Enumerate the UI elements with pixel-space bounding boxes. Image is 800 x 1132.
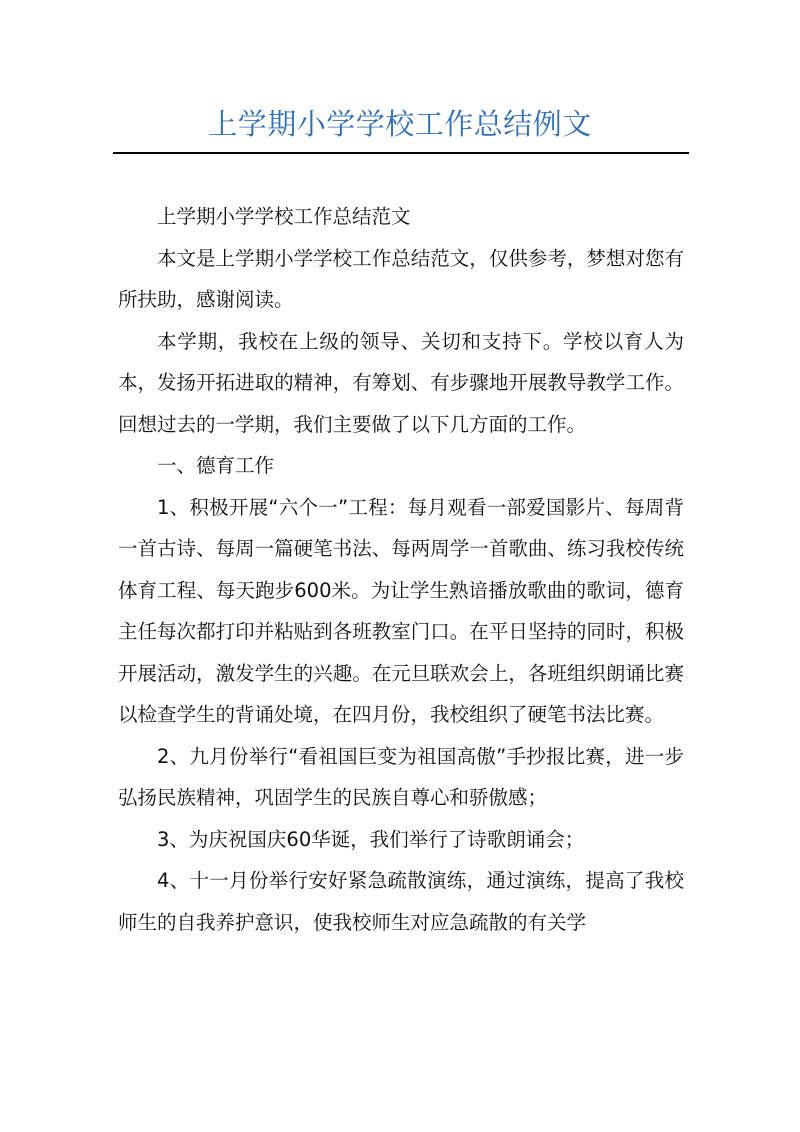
paragraph-item-4: 4、十一月份举行安好紧急疏散演练，通过演练，提高了我校师生的自我养护意识，使我校师生对应急疏散的有关学 [118,869,684,934]
paragraph-item-1: 1、积极开展“六个一”工程：每月观看一部爱国影片、每周背一首古诗、每周一篇硬笔书法、每两周学一首歌曲、练习我校传统体育工程、每天跑步600米。为让学生熟谙播放歌曲的歌词，德育主任每次都打印并粘贴到各班教室门口。在平日坚持的同时，积极开展活动，激发学生的兴趣。在元旦联欢会上，各班组织朗诵比赛以检查学生的背诵处境，在四月份，我校组织了硬笔书法比赛。 [118,495,684,726]
paragraph-intro: 本文是上学期小学学校工作总结范文，仅供参考，梦想对您有所扶助，感谢阅读。 [118,246,684,311]
paragraph-overview: 本学期，我校在上级的领导、关切和支持下。学校以育人为本，发扬开拓进取的精神，有筹划、有步骤地开展教导教学工作。回想过去的一学期，我们主要做了以下几方面的工作。 [118,329,684,436]
paragraph-item-2: 2、九月份举行“看祖国巨变为祖国高傲”手抄报比赛，进一步弘扬民族精神，巩固学生的民族自尊心和骄傲感； [118,744,684,809]
document-body [118,196,684,943]
paragraph-subtitle: 上学期小学学校工作总结范文 [157,205,411,228]
section-heading-moral-education: 一、德育工作 [157,454,275,477]
paragraph-item-3: 3、为庆祝国庆60华诞，我们举行了诗歌朗诵会； [157,827,585,851]
title-divider [113,152,689,154]
document-title: 上学期小学学校工作总结例文 [208,107,592,141]
